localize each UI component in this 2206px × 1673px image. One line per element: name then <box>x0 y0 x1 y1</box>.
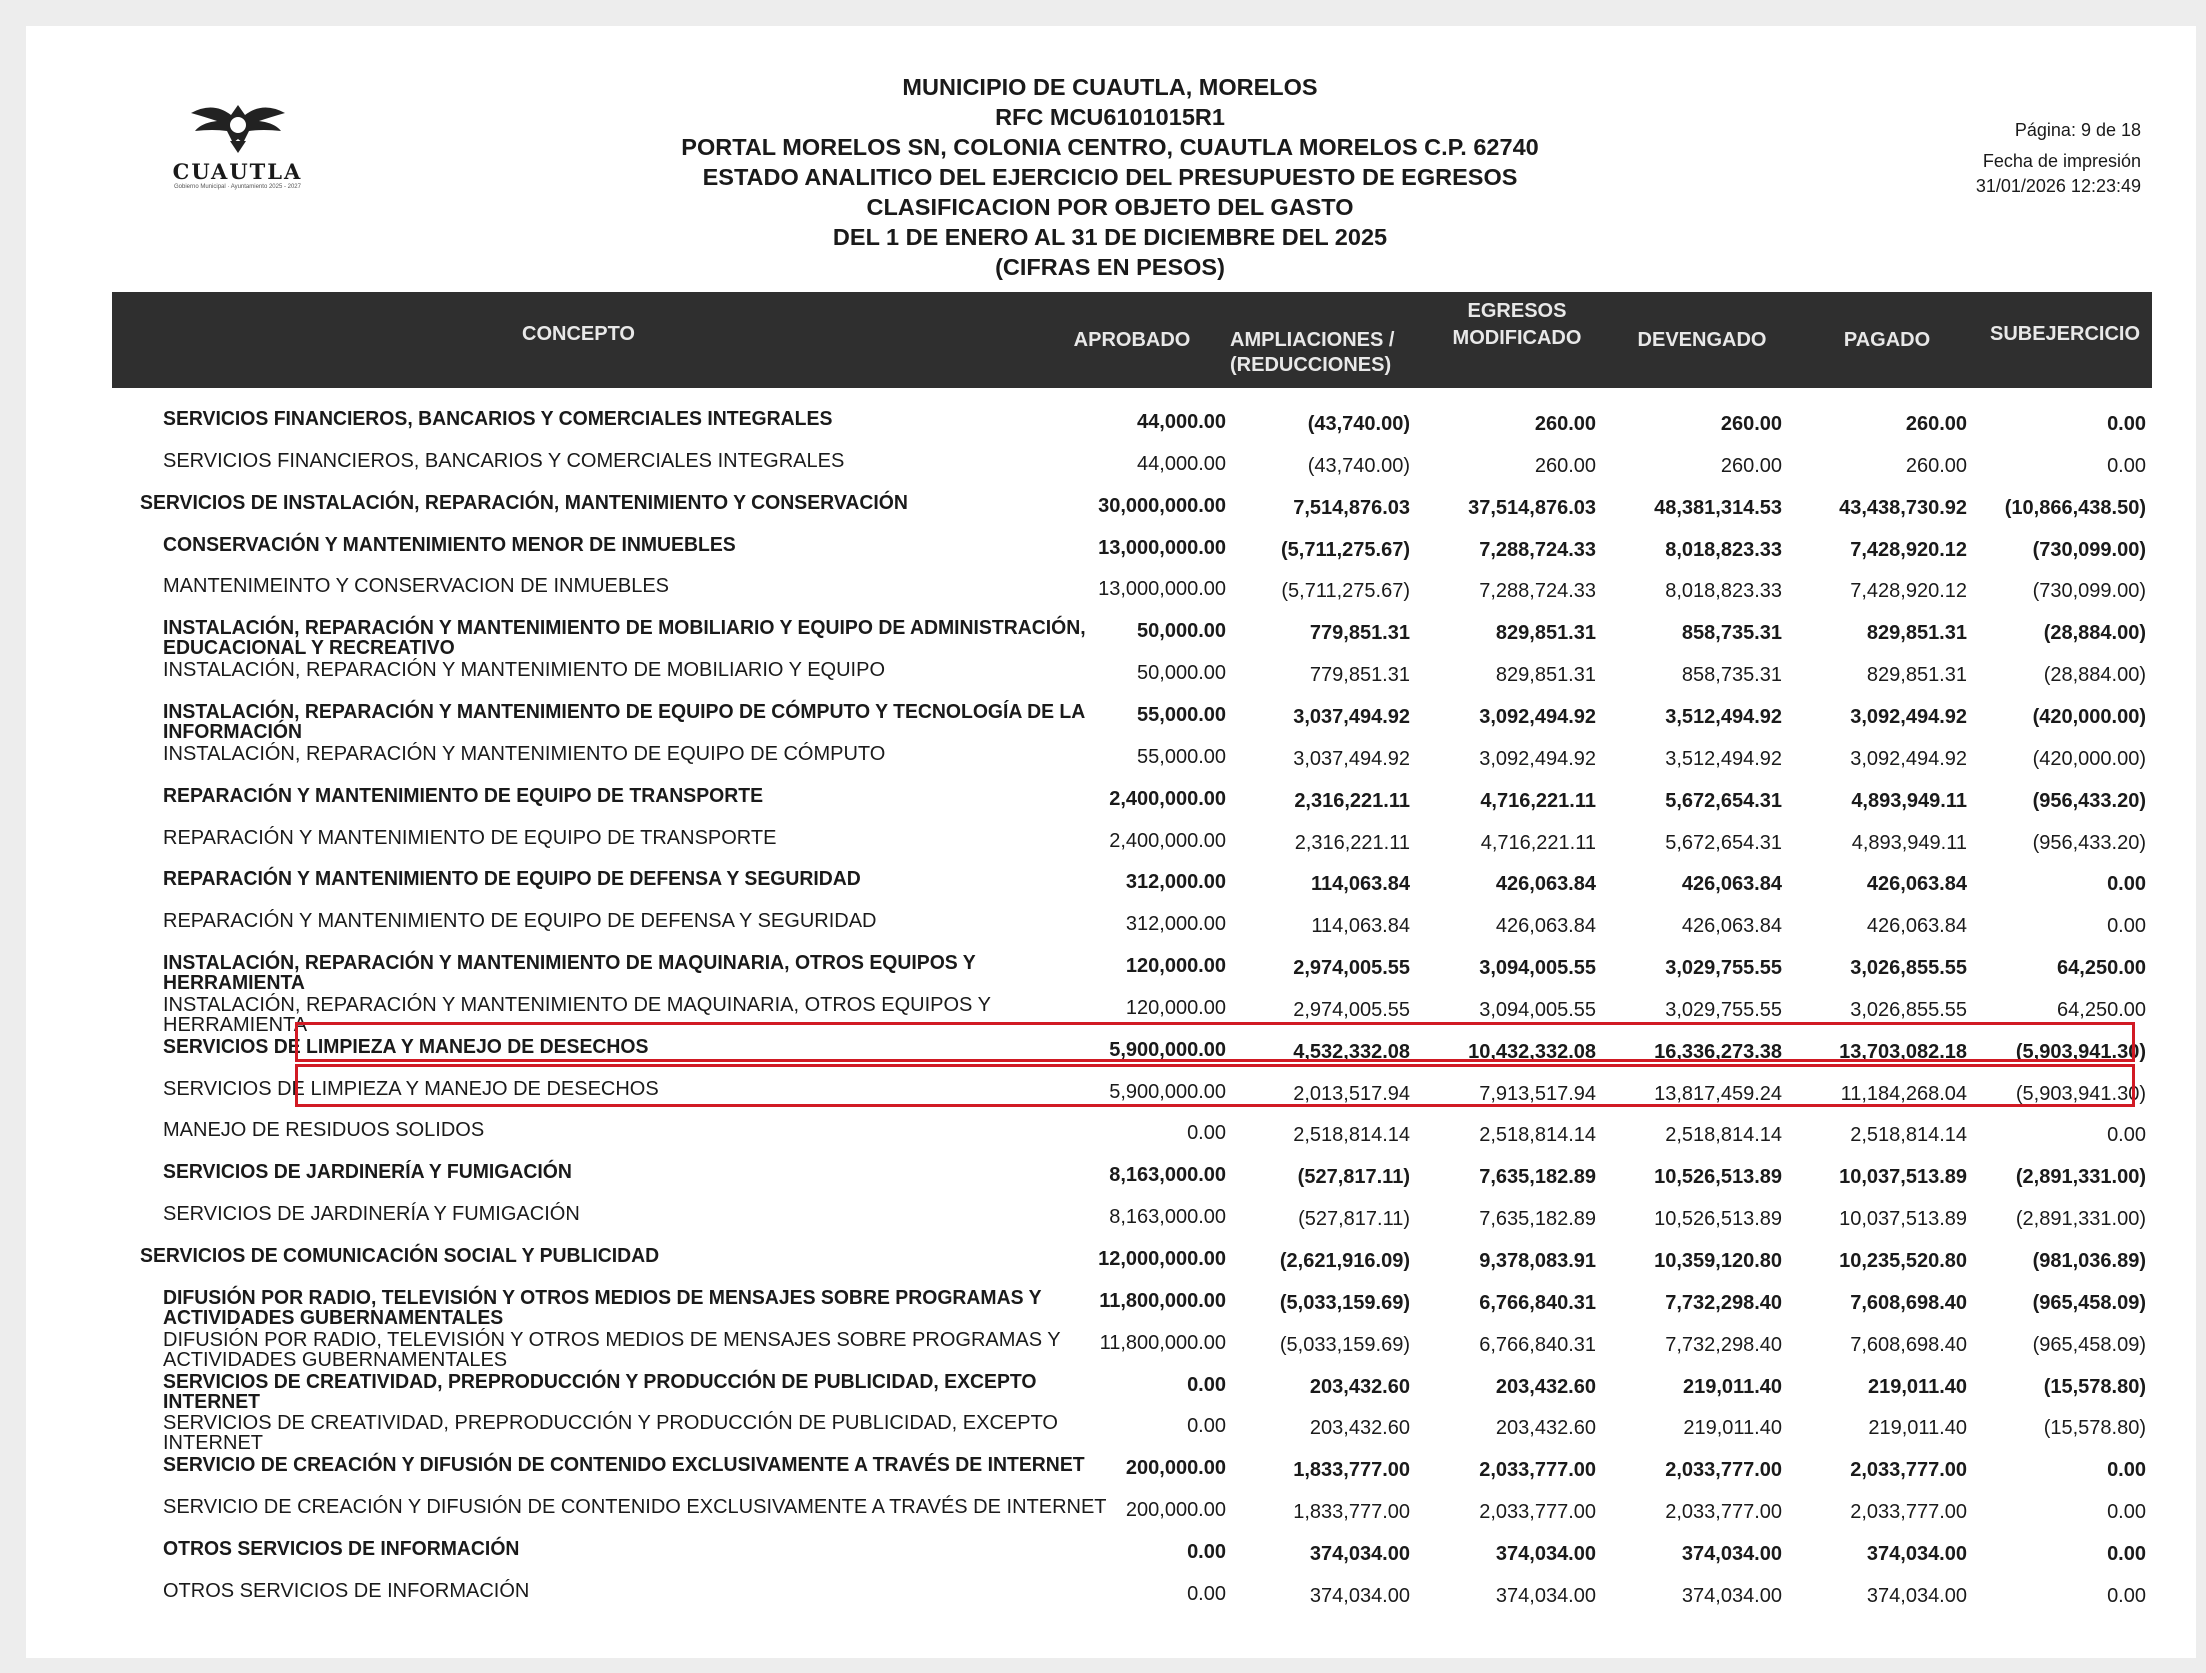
devengado-cell: 8,018,823.33 <box>1665 580 1782 603</box>
ampliaciones-cell: (5,033,159.69) <box>1279 1291 1410 1314</box>
table-row <box>0 993 2206 1035</box>
modificado-cell: 260.00 <box>1534 413 1596 435</box>
table-row <box>0 407 2206 449</box>
modificado-cell: 6,766,840.31 <box>1479 1333 1596 1356</box>
concepto-cell-continuation: HERRAMIENTA <box>163 972 305 995</box>
table-row <box>0 1579 2206 1621</box>
modificado-cell: 426,063.84 <box>1495 915 1596 938</box>
concepto-cell: REPARACIÓN Y MANTENIMIENTO DE EQUIPO DE TRANSPORTE <box>163 784 764 807</box>
ampliaciones-cell: 114,063.84 <box>1311 915 1410 938</box>
table-row <box>0 784 2206 826</box>
table-row <box>0 951 2206 993</box>
table-row <box>0 1244 2206 1286</box>
concepto-cell: SERVICIOS DE CREATIVIDAD, PREPRODUCCIÓN Y PRODUCCIÓN DE PUBLICIDAD, EXCEPTO <box>163 1370 1037 1393</box>
pagado-cell: 3,026,855.55 <box>1850 957 1967 980</box>
devengado-cell: 260.00 <box>1720 413 1782 435</box>
subejercicio-cell: (2,891,331.00) <box>2015 1208 2146 1231</box>
concepto-cell: INSTALACIÓN, REPARACIÓN Y MANTENIMIENTO DE EQUIPO DE CÓMPUTO <box>163 742 886 765</box>
table-row <box>0 1202 2206 1244</box>
aprobado-cell: 55,000.00 <box>1137 703 1226 726</box>
devengado-cell: 219,011.40 <box>1683 1417 1782 1440</box>
subejercicio-cell: 0.00 <box>2107 1501 2146 1524</box>
pagado-cell: 260.00 <box>1905 413 1967 435</box>
concepto-cell: INSTALACIÓN, REPARACIÓN Y MANTENIMIENTO DE MOBILIARIO Y EQUIPO <box>163 659 886 682</box>
devengado-cell: 7,732,298.40 <box>1665 1333 1782 1356</box>
ampliaciones-cell: 1,833,777.00 <box>1293 1459 1410 1482</box>
devengado-cell: 10,359,120.80 <box>1654 1250 1782 1272</box>
devengado-cell: 16,336,273.38 <box>1654 1040 1782 1063</box>
table-row <box>0 658 2206 700</box>
ampliaciones-cell: 114,063.84 <box>1311 873 1410 896</box>
print-meta <box>1881 118 2141 199</box>
aprobado-cell: 12,000,000.00 <box>1098 1248 1226 1270</box>
aprobado-cell: 5,900,000.00 <box>1109 1080 1226 1103</box>
subejercicio-cell: 64,250.00 <box>2057 998 2146 1021</box>
concepto-cell: OTROS SERVICIOS DE INFORMACIÓN <box>163 1579 530 1602</box>
modificado-cell: 426,063.84 <box>1495 873 1596 896</box>
devengado-cell: 3,512,494.92 <box>1665 705 1782 728</box>
concepto-cell: SERVICIOS DE COMUNICACIÓN SOCIAL Y PUBLICIDAD <box>140 1245 660 1267</box>
pagado-cell: 10,235,520.80 <box>1839 1250 1967 1272</box>
aprobado-cell: 0.00 <box>1187 1582 1226 1605</box>
subejercicio-cell: (956,433.20) <box>2032 831 2146 854</box>
modificado-cell: 7,288,724.33 <box>1479 580 1596 603</box>
subejercicio-cell: (730,099.00) <box>2032 580 2146 603</box>
concepto-cell-continuation: INFORMACIÓN <box>163 720 303 743</box>
aprobado-cell: 0.00 <box>1187 1122 1226 1145</box>
modificado-cell: 37,514,876.03 <box>1468 496 1596 519</box>
pagado-cell: 7,608,698.40 <box>1850 1291 1967 1314</box>
table-row <box>0 1495 2206 1537</box>
ampliaciones-cell: 2,316,221.11 <box>1294 831 1410 854</box>
table-row <box>0 1286 2206 1328</box>
modificado-cell: 829,851.31 <box>1495 664 1596 687</box>
col-pagado: PAGADO <box>1843 329 1931 351</box>
concepto-cell-continuation: ACTIVIDADES GUBERNAMENTALES <box>163 1348 508 1371</box>
ampliaciones-cell: 1,833,777.00 <box>1293 1501 1410 1524</box>
devengado-cell: 5,672,654.31 <box>1665 831 1782 854</box>
pagado-cell: 3,092,494.92 <box>1850 705 1967 728</box>
table-row <box>0 826 2206 868</box>
ampliaciones-cell: (527,817.11) <box>1298 1208 1410 1231</box>
ampliaciones-cell: (5,033,159.69) <box>1279 1333 1410 1356</box>
modificado-cell: 3,094,005.55 <box>1479 957 1596 980</box>
devengado-cell: 10,526,513.89 <box>1654 1166 1782 1189</box>
concepto-cell: MANEJO DE RESIDUOS SOLIDOS <box>163 1119 485 1142</box>
ampliaciones-cell: (43,740.00) <box>1307 413 1410 435</box>
page-number: Página: 9 de 18 <box>2014 120 2141 140</box>
concepto-cell: SERVICIOS DE LIMPIEZA Y MANEJO DE DESECHOS <box>163 1077 659 1100</box>
modificado-cell: 203,432.60 <box>1495 1375 1596 1398</box>
aprobado-cell: 120,000.00 <box>1125 996 1226 1019</box>
table-row <box>0 1370 2206 1412</box>
logo-wordmark: CUAUTLA <box>172 159 303 184</box>
modificado-cell: 3,094,005.55 <box>1479 998 1596 1021</box>
table-row <box>0 742 2206 784</box>
subejercicio-cell: (5,903,941.30) <box>2015 1082 2146 1105</box>
subejercicio-cell: (15,578.80) <box>2043 1417 2146 1440</box>
modificado-cell: 9,378,083.91 <box>1479 1250 1596 1272</box>
concepto-cell: SERVICIOS DE JARDINERÍA Y FUMIGACIÓN <box>163 1203 580 1226</box>
ampliaciones-cell: 203,432.60 <box>1309 1375 1410 1398</box>
pagado-cell: 7,428,920.12 <box>1850 538 1967 561</box>
ampliaciones-cell: 203,432.60 <box>1309 1417 1410 1440</box>
col-aprobado: APROBADO <box>1073 329 1191 351</box>
pagado-cell: 13,703,082.18 <box>1839 1040 1967 1063</box>
devengado-cell: 426,063.84 <box>1681 873 1782 896</box>
modificado-cell: 7,635,182.89 <box>1479 1208 1596 1231</box>
table-row <box>0 1411 2206 1453</box>
col-egresos-group: EGRESOS <box>1467 300 1567 322</box>
aprobado-cell: 8,163,000.00 <box>1109 1206 1226 1229</box>
pagado-cell: 3,026,855.55 <box>1850 998 1967 1021</box>
modificado-cell: 4,716,221.11 <box>1480 831 1596 854</box>
subejercicio-cell: (28,884.00) <box>2043 622 2146 645</box>
col-devengado: DEVENGADO <box>1637 329 1767 351</box>
ampliaciones-cell: 374,034.00 <box>1309 1584 1410 1607</box>
modificado-cell: 2,518,814.14 <box>1479 1124 1596 1147</box>
pagado-cell: 2,518,814.14 <box>1850 1124 1967 1147</box>
concepto-cell: SERVICIOS DE INSTALACIÓN, REPARACIÓN, MANTENIMIENTO Y CONSERVACIÓN <box>140 491 908 514</box>
ampliaciones-cell: 3,037,494.92 <box>1293 705 1410 728</box>
ampliaciones-cell: 2,013,517.94 <box>1293 1082 1410 1105</box>
table-row <box>0 867 2206 909</box>
col-concepto: CONCEPTO <box>522 323 635 345</box>
pagado-cell: 43,438,730.92 <box>1839 496 1967 519</box>
table-row <box>0 1537 2206 1579</box>
subejercicio-cell: 64,250.00 <box>2057 957 2146 980</box>
subejercicio-cell: 0.00 <box>2107 915 2146 938</box>
ampliaciones-cell: 2,974,005.55 <box>1293 957 1410 980</box>
cuautla-logo <box>150 95 325 205</box>
subejercicio-cell: (2,891,331.00) <box>2015 1166 2146 1189</box>
modificado-cell: 7,288,724.33 <box>1479 538 1596 561</box>
subejercicio-cell: 0.00 <box>2107 873 2146 896</box>
aprobado-cell: 44,000.00 <box>1137 452 1226 475</box>
devengado-cell: 8,018,823.33 <box>1665 538 1782 561</box>
ampliaciones-cell: 7,514,876.03 <box>1293 496 1410 519</box>
pagado-cell: 2,033,777.00 <box>1850 1501 1967 1524</box>
devengado-cell: 858,735.31 <box>1681 622 1782 645</box>
aprobado-cell: 200,000.00 <box>1125 1457 1226 1480</box>
concepto-cell-continuation: EDUCACIONAL Y RECREATIVO <box>163 637 455 660</box>
aprobado-cell: 0.00 <box>1187 1540 1226 1563</box>
concepto-cell: SERVICIOS FINANCIEROS, BANCARIOS Y COMERCIALES INTEGRALES <box>163 408 833 430</box>
table-row <box>0 491 2206 533</box>
concepto-cell: REPARACIÓN Y MANTENIMIENTO DE EQUIPO DE DEFENSA Y SEGURIDAD <box>163 910 877 933</box>
ampliaciones-cell: 3,037,494.92 <box>1293 747 1410 770</box>
concepto-cell-continuation: HERRAMIENTA <box>163 1013 308 1036</box>
subejercicio-cell: (730,099.00) <box>2032 538 2146 561</box>
ampliaciones-cell: (43,740.00) <box>1307 454 1410 477</box>
print-date-label: Fecha de impresión <box>1982 151 2141 171</box>
pagado-cell: 426,063.84 <box>1866 915 1967 938</box>
pagado-cell: 260.00 <box>1905 454 1967 477</box>
pagado-cell: 10,037,513.89 <box>1839 1166 1967 1189</box>
aprobado-cell: 50,000.00 <box>1137 620 1226 643</box>
logo-subtitle: Gobierno Municipal · Ayuntamiento 2025 - 2027 <box>174 184 301 190</box>
aprobado-cell: 11,800,000.00 <box>1099 1331 1226 1354</box>
pagado-cell: 219,011.40 <box>1868 1417 1967 1440</box>
devengado-cell: 10,526,513.89 <box>1654 1208 1782 1231</box>
ampliaciones-cell: 779,851.31 <box>1309 664 1410 687</box>
subejercicio-cell: (956,433.20) <box>2032 789 2146 812</box>
devengado-cell: 260.00 <box>1720 454 1782 477</box>
devengado-cell: 858,735.31 <box>1681 664 1782 687</box>
aprobado-cell: 0.00 <box>1187 1373 1226 1396</box>
concepto-cell: INSTALACIÓN, REPARACIÓN Y MANTENIMIENTO DE EQUIPO DE CÓMPUTO Y TECNOLOGÍA DE LA <box>163 700 1086 723</box>
modificado-cell: 6,766,840.31 <box>1479 1291 1596 1314</box>
subejercicio-cell: (5,903,941.30) <box>2015 1040 2146 1063</box>
subejercicio-cell: 0.00 <box>2107 1584 2146 1607</box>
ampliaciones-cell: 2,974,005.55 <box>1293 998 1410 1021</box>
table-row <box>0 1328 2206 1370</box>
modificado-cell: 7,913,517.94 <box>1479 1082 1596 1105</box>
header-line: MUNICIPIO DE CUAUTLA, MORELOS <box>902 74 1318 100</box>
col-modificado: MODIFICADO <box>1452 327 1582 349</box>
subejercicio-cell: 0.00 <box>2107 1542 2146 1565</box>
aprobado-cell: 312,000.00 <box>1125 913 1226 936</box>
aprobado-cell: 0.00 <box>1187 1415 1226 1438</box>
concepto-cell: MANTENIMEINTO Y CONSERVACION DE INMUEBLES <box>163 575 670 598</box>
devengado-cell: 2,033,777.00 <box>1665 1459 1782 1482</box>
devengado-cell: 48,381,314.53 <box>1654 496 1782 519</box>
report-header <box>500 72 1720 282</box>
col-subejercicio: SUBEJERCICIO <box>1989 323 2141 345</box>
modificado-cell: 7,635,182.89 <box>1479 1166 1596 1189</box>
eagle-emblem-icon <box>183 95 293 157</box>
pagado-cell: 7,608,698.40 <box>1850 1333 1967 1356</box>
ampliaciones-cell: 2,518,814.14 <box>1293 1124 1410 1147</box>
pagado-cell: 10,037,513.89 <box>1839 1208 1967 1231</box>
modificado-cell: 2,033,777.00 <box>1479 1459 1596 1482</box>
pagado-cell: 426,063.84 <box>1866 873 1967 896</box>
concepto-cell: SERVICIOS DE CREATIVIDAD, PREPRODUCCIÓN Y PRODUCCIÓN DE PUBLICIDAD, EXCEPTO <box>163 1412 1058 1435</box>
header-line: DEL 1 DE ENERO AL 31 DE DICIEMBRE DEL 2025 <box>832 224 1388 250</box>
devengado-cell: 374,034.00 <box>1681 1584 1782 1607</box>
aprobado-cell: 13,000,000.00 <box>1098 578 1226 601</box>
ampliaciones-cell: (2,621,916.09) <box>1279 1250 1410 1272</box>
aprobado-cell: 55,000.00 <box>1137 745 1226 768</box>
concepto-cell: SERVICIOS FINANCIEROS, BANCARIOS Y COMERCIALES INTEGRALES <box>163 449 845 472</box>
concepto-cell: REPARACIÓN Y MANTENIMIENTO DE EQUIPO DE DEFENSA Y SEGURIDAD <box>163 868 861 891</box>
pagado-cell: 219,011.40 <box>1868 1375 1967 1398</box>
devengado-cell: 3,029,755.55 <box>1665 957 1782 980</box>
devengado-cell: 3,512,494.92 <box>1665 747 1782 770</box>
table-row <box>0 533 2206 575</box>
aprobado-cell: 8,163,000.00 <box>1109 1164 1226 1187</box>
ampliaciones-cell: (5,711,275.67) <box>1281 538 1410 561</box>
modificado-cell: 3,092,494.92 <box>1479 747 1596 770</box>
header-line: (CIFRAS EN PESOS) <box>995 254 1225 280</box>
pagado-cell: 374,034.00 <box>1866 1584 1967 1607</box>
subejercicio-cell: (28,884.00) <box>2043 664 2146 687</box>
modificado-cell: 203,432.60 <box>1495 1417 1596 1440</box>
print-date: 31/01/2026 12:23:49 <box>1975 176 2141 196</box>
modificado-cell: 4,716,221.11 <box>1480 789 1596 812</box>
subejercicio-cell: (420,000.00) <box>2032 705 2146 728</box>
modificado-cell: 10,432,332.08 <box>1468 1040 1596 1063</box>
subejercicio-cell: 0.00 <box>2107 1124 2146 1147</box>
aprobado-cell: 2,400,000.00 <box>1109 787 1226 810</box>
modificado-cell: 2,033,777.00 <box>1479 1501 1596 1524</box>
subejercicio-cell: (981,036.89) <box>2032 1250 2146 1272</box>
ampliaciones-cell: 779,851.31 <box>1309 622 1410 645</box>
devengado-cell: 13,817,459.24 <box>1654 1082 1782 1105</box>
table-row <box>0 1160 2206 1202</box>
pagado-cell: 4,893,949.11 <box>1851 831 1967 854</box>
devengado-cell: 2,033,777.00 <box>1665 1501 1782 1524</box>
table-row <box>0 700 2206 742</box>
header-line: RFC MCU6101015R1 <box>995 104 1225 130</box>
header-line: PORTAL MORELOS SN, COLONIA CENTRO, CUAUTLA MORELOS C.P. 62740 <box>681 134 1539 160</box>
subejercicio-cell: (420,000.00) <box>2032 747 2146 770</box>
aprobado-cell: 11,800,000.00 <box>1099 1289 1226 1312</box>
concepto-cell: CONSERVACIÓN Y MANTENIMIENTO MENOR DE INMUEBLES <box>163 533 736 556</box>
aprobado-cell: 312,000.00 <box>1125 871 1226 894</box>
devengado-cell: 219,011.40 <box>1683 1375 1782 1398</box>
table-row <box>0 1453 2206 1495</box>
devengado-cell: 426,063.84 <box>1681 915 1782 938</box>
subejercicio-cell: 0.00 <box>2107 1459 2146 1482</box>
pagado-cell: 2,033,777.00 <box>1850 1459 1967 1482</box>
table-row <box>0 1035 2206 1077</box>
table-row <box>0 1118 2206 1160</box>
concepto-cell: SERVICIO DE CREACIÓN Y DIFUSIÓN DE CONTENIDO EXCLUSIVAMENTE A TRAVÉS DE INTERNET <box>163 1496 1107 1519</box>
concepto-cell: INSTALACIÓN, REPARACIÓN Y MANTENIMIENTO DE MAQUINARIA, OTROS EQUIPOS Y <box>163 952 976 975</box>
modificado-cell: 260.00 <box>1534 454 1596 477</box>
concepto-cell: REPARACIÓN Y MANTENIMIENTO DE EQUIPO DE TRANSPORTE <box>163 826 777 849</box>
col-ampliaciones: AMPLIACIONES / (REDUCCIONES) <box>1230 329 1395 376</box>
ampliaciones-cell: 2,316,221.11 <box>1294 789 1410 812</box>
concepto-cell: INSTALACIÓN, REPARACIÓN Y MANTENIMIENTO DE MAQUINARIA, OTROS EQUIPOS Y <box>163 993 991 1016</box>
ampliaciones-cell: (527,817.11) <box>1297 1166 1410 1189</box>
pagado-cell: 4,893,949.11 <box>1851 789 1967 812</box>
concepto-cell: SERVICIOS DE JARDINERÍA Y FUMIGACIÓN <box>163 1161 572 1184</box>
concepto-cell-continuation: INTERNET <box>163 1390 260 1413</box>
modificado-cell: 374,034.00 <box>1495 1542 1596 1565</box>
pagado-cell: 11,184,268.04 <box>1840 1082 1967 1105</box>
devengado-cell: 3,029,755.55 <box>1665 998 1782 1021</box>
table-header <box>112 292 2152 388</box>
subejercicio-cell: (15,578.80) <box>2043 1375 2146 1398</box>
aprobado-cell: 50,000.00 <box>1137 662 1226 685</box>
table-row <box>0 1077 2206 1119</box>
table-row <box>0 909 2206 951</box>
ampliaciones-cell: 374,034.00 <box>1309 1542 1410 1565</box>
pagado-cell: 829,851.31 <box>1866 622 1967 645</box>
concepto-cell: DIFUSIÓN POR RADIO, TELEVISIÓN Y OTROS MEDIOS DE MENSAJES SOBRE PROGRAMAS Y <box>163 1286 1042 1309</box>
concepto-cell: SERVICIO DE CREACIÓN Y DIFUSIÓN DE CONTENIDO EXCLUSIVAMENTE A TRAVÉS DE INTERNET <box>163 1454 1085 1477</box>
aprobado-cell: 44,000.00 <box>1137 411 1226 433</box>
concepto-cell: SERVICIOS DE LIMPIEZA Y MANEJO DE DESECHOS <box>163 1035 649 1058</box>
pagado-cell: 829,851.31 <box>1866 664 1967 687</box>
modificado-cell: 829,851.31 <box>1495 622 1596 645</box>
modificado-cell: 374,034.00 <box>1495 1584 1596 1607</box>
subejercicio-cell: (965,458.09) <box>2032 1291 2146 1314</box>
ampliaciones-cell: 4,532,332.08 <box>1293 1040 1410 1063</box>
concepto-cell: INSTALACIÓN, REPARACIÓN Y MANTENIMIENTO DE MOBILIARIO Y EQUIPO DE ADMINISTRACIÓN, <box>163 617 1086 640</box>
devengado-cell: 374,034.00 <box>1681 1542 1782 1565</box>
aprobado-cell: 5,900,000.00 <box>1109 1038 1226 1061</box>
aprobado-cell: 2,400,000.00 <box>1109 829 1226 852</box>
ampliaciones-cell: (5,711,275.67) <box>1281 580 1410 603</box>
table-row <box>0 616 2206 658</box>
aprobado-cell: 30,000,000.00 <box>1098 494 1226 517</box>
devengado-cell: 7,732,298.40 <box>1665 1291 1782 1314</box>
concepto-cell-continuation: INTERNET <box>163 1432 263 1455</box>
subejercicio-cell: 0.00 <box>2107 454 2146 477</box>
table-row <box>0 449 2206 491</box>
pagado-cell: 3,092,494.92 <box>1850 747 1967 770</box>
concepto-cell: OTROS SERVICIOS DE INFORMACIÓN <box>163 1537 520 1560</box>
pagado-cell: 7,428,920.12 <box>1850 580 1967 603</box>
subejercicio-cell: (10,866,438.50) <box>2004 496 2146 519</box>
aprobado-cell: 200,000.00 <box>1125 1499 1226 1522</box>
table-row <box>0 574 2206 616</box>
aprobado-cell: 13,000,000.00 <box>1098 536 1226 559</box>
pagado-cell: 374,034.00 <box>1866 1542 1967 1565</box>
header-line: ESTADO ANALITICO DEL EJERCICIO DEL PRESUPUESTO DE EGRESOS <box>702 164 1518 190</box>
devengado-cell: 2,518,814.14 <box>1665 1124 1782 1147</box>
devengado-cell: 5,672,654.31 <box>1665 789 1782 812</box>
subejercicio-cell: (965,458.09) <box>2032 1333 2146 1356</box>
header-line: CLASIFICACION POR OBJETO DEL GASTO <box>866 194 1354 220</box>
aprobado-cell: 120,000.00 <box>1125 955 1226 978</box>
subejercicio-cell: 0.00 <box>2107 413 2146 435</box>
concepto-cell: DIFUSIÓN POR RADIO, TELEVISIÓN Y OTROS MEDIOS DE MENSAJES SOBRE PROGRAMAS Y <box>163 1328 1061 1351</box>
modificado-cell: 3,092,494.92 <box>1479 705 1596 728</box>
concepto-cell-continuation: ACTIVIDADES GUBERNAMENTALES <box>163 1306 504 1329</box>
